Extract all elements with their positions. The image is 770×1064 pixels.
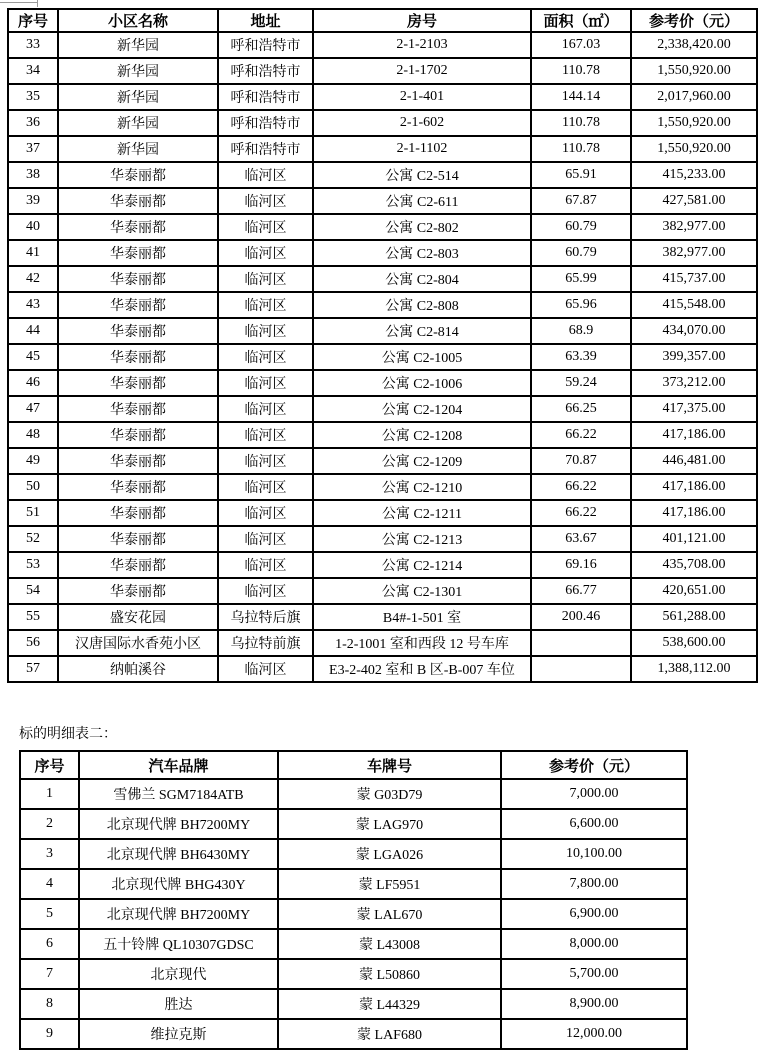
table-cell: 1-2-1001 室和西段 12 号车库 [313, 630, 531, 656]
table-row [20, 779, 687, 809]
table-cell: 5,700.00 [501, 959, 687, 989]
table-cell: E3-2-402 室和 B 区-B-007 车位 [313, 656, 531, 682]
table-cell: 北京现代牌 BHG430Y [79, 869, 278, 899]
column-header: 小区名称 [58, 9, 218, 32]
table-cell [531, 630, 631, 656]
table-row [8, 422, 757, 448]
table-cell: 110.78 [531, 58, 631, 84]
table-cell: 呼和浩特市 [218, 58, 313, 84]
table-cell: 63.39 [531, 344, 631, 370]
table-row [8, 240, 757, 266]
table-cell: 雪佛兰 SGM7184ATB [79, 779, 278, 809]
table-cell: 华泰丽都 [58, 578, 218, 604]
table-cell: 6,900.00 [501, 899, 687, 929]
table-cell: 167.03 [531, 32, 631, 58]
table-row [8, 500, 757, 526]
table-cell [531, 656, 631, 682]
table-cell: 50 [8, 474, 58, 500]
table-row [8, 578, 757, 604]
table-cell: 2-1-1102 [313, 136, 531, 162]
table-row [8, 110, 757, 136]
table-cell: 呼和浩特市 [218, 84, 313, 110]
table-cell: 公寓 C2-814 [313, 318, 531, 344]
table-cell: 蒙 L50860 [278, 959, 501, 989]
table-cell: 临河区 [218, 474, 313, 500]
table-cell: 59.24 [531, 370, 631, 396]
table-cell: 53 [8, 552, 58, 578]
table-cell: 57 [8, 656, 58, 682]
table-row [8, 448, 757, 474]
table-cell: 华泰丽都 [58, 448, 218, 474]
table-cell: 公寓 C2-1006 [313, 370, 531, 396]
table-cell: 蒙 LGA026 [278, 839, 501, 869]
table-cell: 汉唐国际水香苑小区 [58, 630, 218, 656]
table-row [20, 929, 687, 959]
table-cell: 39 [8, 188, 58, 214]
table-cell: 五十铃牌 QL10307GDSC [79, 929, 278, 959]
table-cell: 临河区 [218, 292, 313, 318]
table-cell: 35 [8, 84, 58, 110]
table-row [8, 318, 757, 344]
table-cell: 417,186.00 [631, 500, 757, 526]
table-cell: 54 [8, 578, 58, 604]
table-cell: 华泰丽都 [58, 318, 218, 344]
table-cell: 2-1-2103 [313, 32, 531, 58]
table-cell: 65.99 [531, 266, 631, 292]
table-cell: 49 [8, 448, 58, 474]
table-cell: 临河区 [218, 500, 313, 526]
table-cell: 3 [20, 839, 79, 869]
table-cell: 1,550,920.00 [631, 58, 757, 84]
table-cell: 公寓 C2-1005 [313, 344, 531, 370]
table-cell: 55 [8, 604, 58, 630]
table-cell: 47 [8, 396, 58, 422]
table-cell: 144.14 [531, 84, 631, 110]
column-header: 序号 [8, 9, 58, 32]
table-cell: 临河区 [218, 578, 313, 604]
table-row [20, 899, 687, 929]
table-cell: 417,375.00 [631, 396, 757, 422]
table-cell: 48 [8, 422, 58, 448]
table-cell: 华泰丽都 [58, 344, 218, 370]
table-cell: 蒙 LAF680 [278, 1019, 501, 1049]
table-cell: 临河区 [218, 656, 313, 682]
table-cell: 434,070.00 [631, 318, 757, 344]
table-cell: 盛安花园 [58, 604, 218, 630]
column-header: 参考价（元） [501, 751, 687, 779]
table-cell: 415,737.00 [631, 266, 757, 292]
property-listing-table [7, 8, 758, 683]
table-cell: 蒙 L43008 [278, 929, 501, 959]
table-cell: 华泰丽都 [58, 370, 218, 396]
table-cell: 70.87 [531, 448, 631, 474]
table-cell: 44 [8, 318, 58, 344]
table-cell: B4#-1-501 室 [313, 604, 531, 630]
table-cell: 66.22 [531, 500, 631, 526]
table-cell: 公寓 C2-1214 [313, 552, 531, 578]
table-cell: 临河区 [218, 214, 313, 240]
table-cell: 北京现代牌 BH6430MY [79, 839, 278, 869]
table-cell: 公寓 C2-802 [313, 214, 531, 240]
table-cell: 446,481.00 [631, 448, 757, 474]
table-cell: 胜达 [79, 989, 278, 1019]
table-cell: 43 [8, 292, 58, 318]
table-cell: 67.87 [531, 188, 631, 214]
table-cell: 68.9 [531, 318, 631, 344]
table-cell: 1,550,920.00 [631, 136, 757, 162]
table-cell: 417,186.00 [631, 422, 757, 448]
table-cell: 417,186.00 [631, 474, 757, 500]
table-row [8, 474, 757, 500]
page-cut-line-horizontal [0, 2, 38, 3]
table-cell: 538,600.00 [631, 630, 757, 656]
table-cell: 1,388,112.00 [631, 656, 757, 682]
table-cell: 34 [8, 58, 58, 84]
table-cell: 临河区 [218, 422, 313, 448]
table-cell: 新华园 [58, 32, 218, 58]
table-cell: 纳帕溪谷 [58, 656, 218, 682]
table-cell: 373,212.00 [631, 370, 757, 396]
table-cell: 华泰丽都 [58, 214, 218, 240]
table-cell: 2,017,960.00 [631, 84, 757, 110]
table-cell: 8 [20, 989, 79, 1019]
table-row [20, 1019, 687, 1049]
table-cell: 新华园 [58, 58, 218, 84]
table-cell: 华泰丽都 [58, 396, 218, 422]
column-header: 面积（㎡） [531, 9, 631, 32]
table-cell: 乌拉特前旗 [218, 630, 313, 656]
column-header: 地址 [218, 9, 313, 32]
table-row [8, 630, 757, 656]
table-row [8, 214, 757, 240]
table-row [8, 552, 757, 578]
table-cell: 华泰丽都 [58, 500, 218, 526]
table-cell: 乌拉特后旗 [218, 604, 313, 630]
table-cell: 公寓 C2-803 [313, 240, 531, 266]
table-cell: 1 [20, 779, 79, 809]
table-cell: 北京现代 [79, 959, 278, 989]
column-header: 参考价（元） [631, 9, 757, 32]
table-cell: 华泰丽都 [58, 292, 218, 318]
table-cell: 蒙 LAL670 [278, 899, 501, 929]
table-cell: 41 [8, 240, 58, 266]
table-cell: 200.46 [531, 604, 631, 630]
table-cell: 2,338,420.00 [631, 32, 757, 58]
table-cell: 公寓 C2-1213 [313, 526, 531, 552]
table-row [8, 604, 757, 630]
table-cell: 华泰丽都 [58, 266, 218, 292]
section-two-label: 标的明细表二： [19, 727, 117, 742]
table-cell: 399,357.00 [631, 344, 757, 370]
table-row [8, 58, 757, 84]
table-cell: 60.79 [531, 240, 631, 266]
table-cell: 华泰丽都 [58, 526, 218, 552]
table-cell: 2-1-1702 [313, 58, 531, 84]
table-cell: 新华园 [58, 84, 218, 110]
table-cell: 华泰丽都 [58, 188, 218, 214]
table-cell: 公寓 C2-804 [313, 266, 531, 292]
table-cell: 42 [8, 266, 58, 292]
table-cell: 110.78 [531, 110, 631, 136]
table-row [8, 188, 757, 214]
table-cell: 公寓 C2-1301 [313, 578, 531, 604]
table-cell: 66.25 [531, 396, 631, 422]
column-header: 车牌号 [278, 751, 501, 779]
table-cell: 33 [8, 32, 58, 58]
table-row [8, 656, 757, 682]
table-cell: 华泰丽都 [58, 474, 218, 500]
table-cell: 2 [20, 809, 79, 839]
table-cell: 420,651.00 [631, 578, 757, 604]
table-cell: 2-1-602 [313, 110, 531, 136]
table-cell: 40 [8, 214, 58, 240]
table-cell: 1,550,920.00 [631, 110, 757, 136]
table-cell: 382,977.00 [631, 240, 757, 266]
table-row [8, 344, 757, 370]
table-cell: 公寓 C2-1211 [313, 500, 531, 526]
table-cell: 临河区 [218, 318, 313, 344]
table-cell: 公寓 C2-808 [313, 292, 531, 318]
table-row [8, 370, 757, 396]
table-cell: 66.77 [531, 578, 631, 604]
table-row [8, 292, 757, 318]
table-cell: 65.91 [531, 162, 631, 188]
vehicle-table-header [20, 751, 687, 779]
table-cell: 415,233.00 [631, 162, 757, 188]
table-cell: 公寓 C2-1208 [313, 422, 531, 448]
property-table-header [8, 9, 757, 32]
table-row [20, 959, 687, 989]
table-cell: 呼和浩特市 [218, 110, 313, 136]
table-cell: 华泰丽都 [58, 162, 218, 188]
table-cell: 公寓 C2-1209 [313, 448, 531, 474]
table-cell: 4 [20, 869, 79, 899]
table-cell: 新华园 [58, 110, 218, 136]
table-cell: 7 [20, 959, 79, 989]
table-cell: 45 [8, 344, 58, 370]
table-cell: 46 [8, 370, 58, 396]
table-cell: 华泰丽都 [58, 240, 218, 266]
table-cell: 5 [20, 899, 79, 929]
table-cell: 蒙 LF5951 [278, 869, 501, 899]
table-cell: 65.96 [531, 292, 631, 318]
page-cut-line-vertical [37, 0, 38, 7]
table-cell: 北京现代牌 BH7200MY [79, 899, 278, 929]
table-cell: 427,581.00 [631, 188, 757, 214]
table-cell: 8,900.00 [501, 989, 687, 1019]
table-cell: 66.22 [531, 474, 631, 500]
table-row [8, 84, 757, 110]
table-cell: 华泰丽都 [58, 422, 218, 448]
table-row [20, 839, 687, 869]
table-cell: 维拉克斯 [79, 1019, 278, 1049]
table-row [20, 989, 687, 1019]
vehicle-listing-table [19, 750, 688, 1050]
table-row [20, 809, 687, 839]
table-row [8, 32, 757, 58]
table-cell: 36 [8, 110, 58, 136]
table-cell: 6,600.00 [501, 809, 687, 839]
table-cell: 6 [20, 929, 79, 959]
table-row [8, 136, 757, 162]
table-cell: 37 [8, 136, 58, 162]
table-cell: 66.22 [531, 422, 631, 448]
table-cell: 60.79 [531, 214, 631, 240]
table-cell: 华泰丽都 [58, 552, 218, 578]
table-cell: 临河区 [218, 188, 313, 214]
table-cell: 561,288.00 [631, 604, 757, 630]
table-cell: 12,000.00 [501, 1019, 687, 1049]
table-cell: 临河区 [218, 396, 313, 422]
table-cell: 新华园 [58, 136, 218, 162]
table-cell: 临河区 [218, 344, 313, 370]
table-cell: 7,800.00 [501, 869, 687, 899]
table-cell: 临河区 [218, 370, 313, 396]
table-row [8, 396, 757, 422]
table-cell: 蒙 LAG970 [278, 809, 501, 839]
vehicle-table-body [20, 779, 687, 1049]
table-cell: 63.67 [531, 526, 631, 552]
table-cell: 10,100.00 [501, 839, 687, 869]
column-header: 汽车品牌 [79, 751, 278, 779]
table-cell: 蒙 L44329 [278, 989, 501, 1019]
table-cell: 公寓 C2-611 [313, 188, 531, 214]
table-cell: 临河区 [218, 266, 313, 292]
table-cell: 呼和浩特市 [218, 32, 313, 58]
table-cell: 110.78 [531, 136, 631, 162]
table-cell: 69.16 [531, 552, 631, 578]
property-table-body [8, 32, 757, 682]
table-cell: 公寓 C2-1210 [313, 474, 531, 500]
table-cell: 9 [20, 1019, 79, 1049]
table-cell: 2-1-401 [313, 84, 531, 110]
table-cell: 呼和浩特市 [218, 136, 313, 162]
table-row [8, 162, 757, 188]
table-cell: 382,977.00 [631, 214, 757, 240]
table-cell: 临河区 [218, 552, 313, 578]
table-cell: 52 [8, 526, 58, 552]
column-header: 房号 [313, 9, 531, 32]
table-cell: 435,708.00 [631, 552, 757, 578]
table-cell: 蒙 G03D79 [278, 779, 501, 809]
column-header: 序号 [20, 751, 79, 779]
table-cell: 8,000.00 [501, 929, 687, 959]
table-cell: 51 [8, 500, 58, 526]
table-cell: 公寓 C2-1204 [313, 396, 531, 422]
table-cell: 38 [8, 162, 58, 188]
table-cell: 401,121.00 [631, 526, 757, 552]
header-row [8, 9, 757, 32]
header-row [20, 751, 687, 779]
table-cell: 北京现代牌 BH7200MY [79, 809, 278, 839]
table-cell: 415,548.00 [631, 292, 757, 318]
table-cell: 7,000.00 [501, 779, 687, 809]
table-cell: 公寓 C2-514 [313, 162, 531, 188]
table-cell: 56 [8, 630, 58, 656]
table-cell: 临河区 [218, 240, 313, 266]
table-row [20, 869, 687, 899]
table-cell: 临河区 [218, 448, 313, 474]
table-cell: 临河区 [218, 162, 313, 188]
table-row [8, 526, 757, 552]
table-cell: 临河区 [218, 526, 313, 552]
table-row [8, 266, 757, 292]
